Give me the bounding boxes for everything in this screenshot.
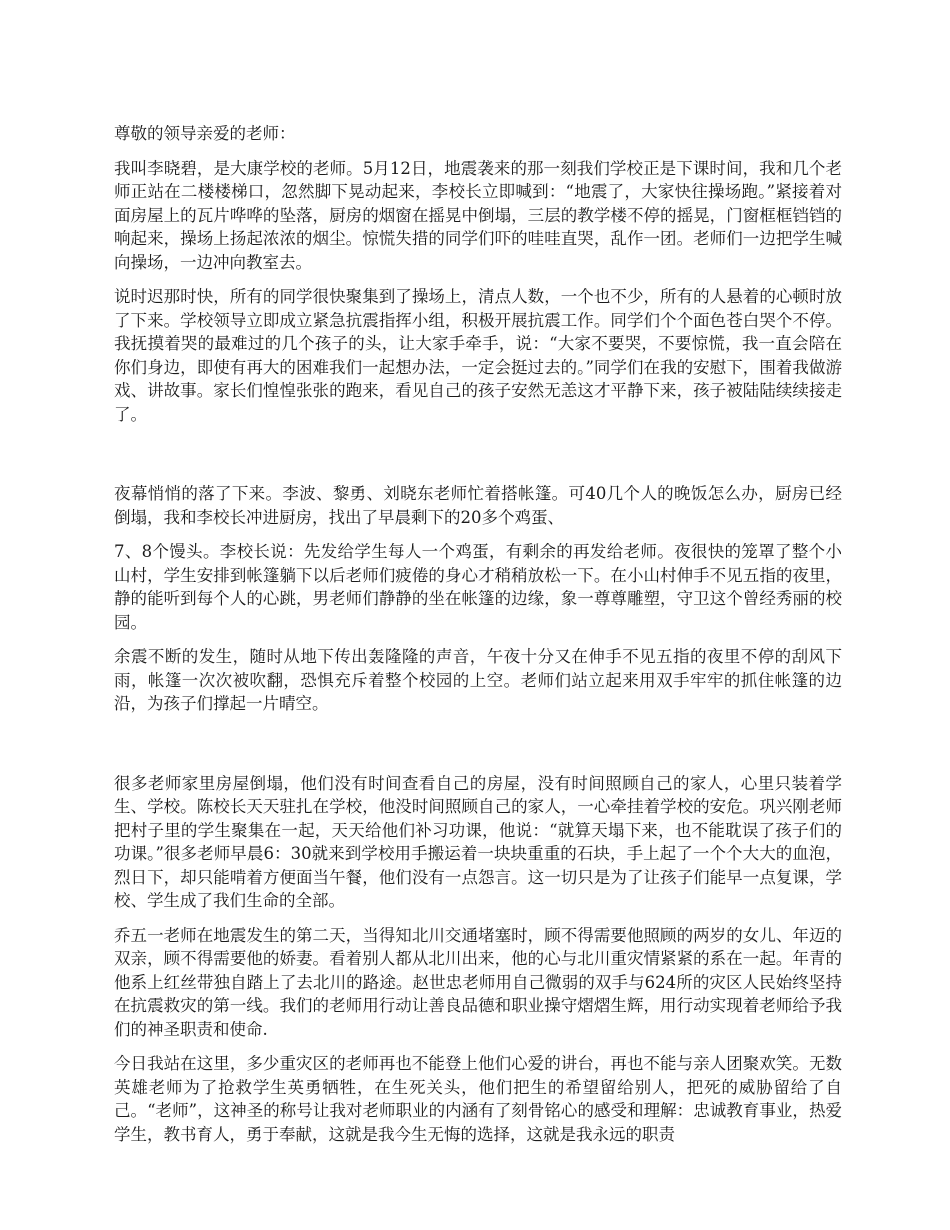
paragraph-1: 我叫李晓碧，是大康学校的老师。5月12日，地震袭来的那一刻我们学校正是下课时间，我和几个老师正站在二楼楼梯口，忽然脚下晃动起来，李校长立即喊到：“地震了，大家快往操场跑。”紧接着对面房屋上的瓦片哗哗的坠落，厨房的烟窗在摇晃中倒塌，三层的教学楼不停的摇晃，门窗框框铛铛的响起来，操场上扬起浓浓的烟尘。惊慌失措的同学们吓的哇哇直哭，乱作一团。老师们一边把学生喊向操场，一边冲向教室去。 — [114, 158, 842, 272]
paragraph-8: 今日我站在这里，多少重灾区的老师再也不能登上他们心爱的讲台，再也不能与亲人团聚欢笑。无数英雄老师为了抢救学生英勇牺牲，在生死关头，他们把生的希望留给别人，把死的威胁留给了自己。“老师”，这神圣的称号让我对老师职业的内涵有了刻骨铭心的感受和理解：忠诚教育事业，热爱学生，教书育人，勇于奉献，这就是我今生无悔的选择，这就是我永远的职责 — [114, 1054, 842, 1144]
paragraph-6: 很多老师家里房屋倒塌，他们没有时间查看自己的房屋，没有时间照顾自己的家人，心里只装着学生、学校。陈校长天天驻扎在学校，他没时间照顾自己的家人，一心牵挂着学校的安危。巩兴刚老师把村子里的学生聚集在一起，天天给他们补习功课，他说：“就算天塌下来，也不能耽误了孩子们的功课。”很多老师早晨6：30就来到学校用手搬运着一块块重重的石块，手上起了一个个大大的血泡，烈日下，却只能啃着方便面当午餐，他们没有一点怨言。这一切只是为了让孩子们能早一点复课，学校、学生成了我们生命的全部。 — [114, 773, 842, 910]
paragraph-5: 余震不断的发生，随时从地下传出轰隆隆的声音，午夜十分又在伸手不见五指的夜里不停的刮风下雨，帐篷一次次被吹翻，恐惧充斥着整个校园的上空。老师们站立起来用双手牢牢的抓住帐篷的边沿，为孩子们撑起一片晴空。 — [114, 647, 842, 713]
paragraph-3: 夜幕悄悄的落了下来。李波、黎勇、刘晓东老师忙着搭帐篷。可40几个人的晚饭怎么办，厨房已经倒塌，我和李校长冲进厨房，找出了早晨剩下的20多个鸡蛋、 — [114, 484, 842, 527]
section-gap — [114, 437, 842, 482]
paragraph-7: 乔五一老师在地震发生的第二天，当得知北川交通堵塞时，顾不得需要他照顾的两岁的女儿、年迈的双亲，顾不得需要他的娇妻。看着别人都从北川出来，他的心与北川重灾情紧紧的系在一起。年青的他系上红丝带独自踏上了去北川的路途。赵世忠老师用自己微弱的双手与624所的灾区人民始终坚持在抗震救灾的第一线。我们的老师用行动让善良品德和职业操守熠熠生辉，用行动实现着老师给予我们的神圣职责和使命. — [114, 925, 842, 1039]
paragraph-2: 说时迟那时快，所有的同学很快聚集到了操场上，清点人数，一个也不少，所有的人悬着的心顿时放了下来。学校领导立即成立紧急抗震指挥小组，积极开展抗震工作。同学们个个面色苍白哭个不停。我抚摸着哭的最难过的几个孩子的头，让大家手牵手，说：“大家不要哭，不要惊慌，我一直会陪在你们身边，即使有再大的困难我们一起想办法，一定会挺过去的。”同学们在我的安慰下，围着我做游戏、讲故事。家长们惶惶张张的跑来，看见自己的孩子安然无恙这才平静下来，孩子被陆陆续续接走了。 — [114, 287, 842, 424]
salutation: 尊敬的领导亲爱的老师： — [114, 124, 296, 143]
document-body — [114, 122, 842, 1157]
paragraph-4: 7、8个馒头。李校长说：先发给学生每人一个鸡蛋，有剩余的再发给老师。夜很快的笼罩了整个小山村，学生安排到帐篷躺下以后老师们疲倦的身心才稍稍放松一下。在小山村伸手不见五指的夜里，静的能听到每个人的心跳，男老师们静静的坐在帐篷的边缘，象一尊尊雕塑，守卫这个曾经秀丽的校园。 — [114, 542, 842, 632]
section-gap — [114, 727, 842, 772]
